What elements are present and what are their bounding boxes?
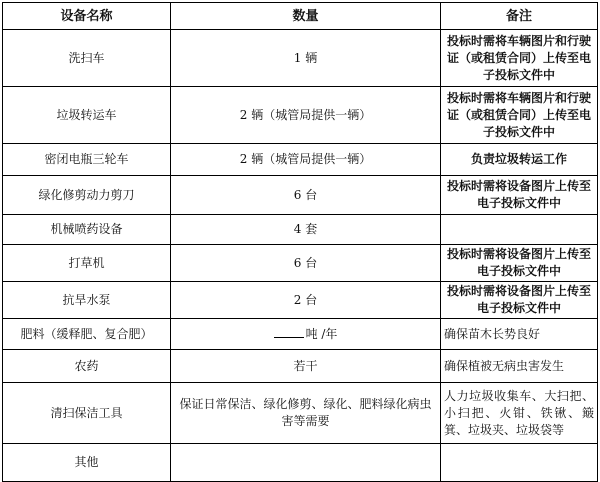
quantity-cell: 4 套: [171, 215, 441, 245]
remarks-cell: 负责垃圾转运工作: [441, 144, 598, 176]
quantity-cell: 2 台: [171, 282, 441, 319]
equipment-name-cell: 农药: [3, 350, 171, 383]
remarks-cell: 人力垃圾收集车、大扫把、小扫把、火钳、铁锹、簸箕、垃圾夹、垃圾袋等: [441, 383, 598, 444]
equipment-name-cell: 肥料（缓释肥、复合肥）: [3, 319, 171, 350]
quantity-cell: 2 辆（城管局提供一辆）: [171, 144, 441, 176]
remarks-cell: [441, 444, 598, 482]
quantity-cell: [171, 319, 441, 350]
table-row: [3, 383, 598, 444]
table-row: [3, 30, 598, 87]
remarks-cell: 投标时需将车辆图片和行驶证（或租赁合同）上传至电子投标文件中: [441, 30, 598, 87]
equipment-name-cell: 抗旱水泵: [3, 282, 171, 319]
equipment-table: [2, 2, 598, 482]
equipment-name-cell: 密闭电瓶三轮车: [3, 144, 171, 176]
table-row: [3, 319, 598, 350]
equipment-name-cell: 清扫保洁工具: [3, 383, 171, 444]
remarks-cell: 投标时需将设备图片上传至电子投标文件中: [441, 282, 598, 319]
table-row: [3, 444, 598, 482]
table-row: [3, 282, 598, 319]
table-row: [3, 245, 598, 282]
quantity-cell: 6 台: [171, 176, 441, 215]
table-row: [3, 144, 598, 176]
quantity-cell: 保证日常保洁、绿化修剪、绿化、肥料绿化病虫害等需要: [171, 383, 441, 444]
blank-fill-line: [274, 326, 304, 338]
table-row: [3, 215, 598, 245]
remarks-cell: [441, 215, 598, 245]
table-row: [3, 176, 598, 215]
table-row: [3, 87, 598, 144]
header-equipment-name: 设备名称: [3, 3, 171, 30]
remarks-cell: 投标时需将设备图片上传至电子投标文件中: [441, 176, 598, 215]
table-row: [3, 350, 598, 383]
equipment-name-cell: 机械喷药设备: [3, 215, 171, 245]
remarks-cell: 投标时需将设备图片上传至电子投标文件中: [441, 245, 598, 282]
equipment-name-cell: 打草机: [3, 245, 171, 282]
equipment-name-cell: 绿化修剪动力剪刀: [3, 176, 171, 215]
equipment-name-cell: 垃圾转运车: [3, 87, 171, 144]
quantity-unit-text: 吨 /年: [305, 326, 338, 341]
quantity-cell: 若干: [171, 350, 441, 383]
equipment-name-cell: 其他: [3, 444, 171, 482]
equipment-name-cell: 洗扫车: [3, 30, 171, 87]
header-remarks: 备注: [441, 3, 598, 30]
header-quantity: 数量: [171, 3, 441, 30]
remarks-cell: 确保苗木长势良好: [441, 319, 598, 350]
quantity-cell: 6 台: [171, 245, 441, 282]
remarks-cell: 确保植被无病虫害发生: [441, 350, 598, 383]
quantity-cell: 1 辆: [171, 30, 441, 87]
quantity-cell: 2 辆（城管局提供一辆）: [171, 87, 441, 144]
quantity-cell: [171, 444, 441, 482]
header-row: [3, 3, 598, 30]
remarks-cell: 投标时需将车辆图片和行驶证（或租赁合同）上传至电子投标文件中: [441, 87, 598, 144]
